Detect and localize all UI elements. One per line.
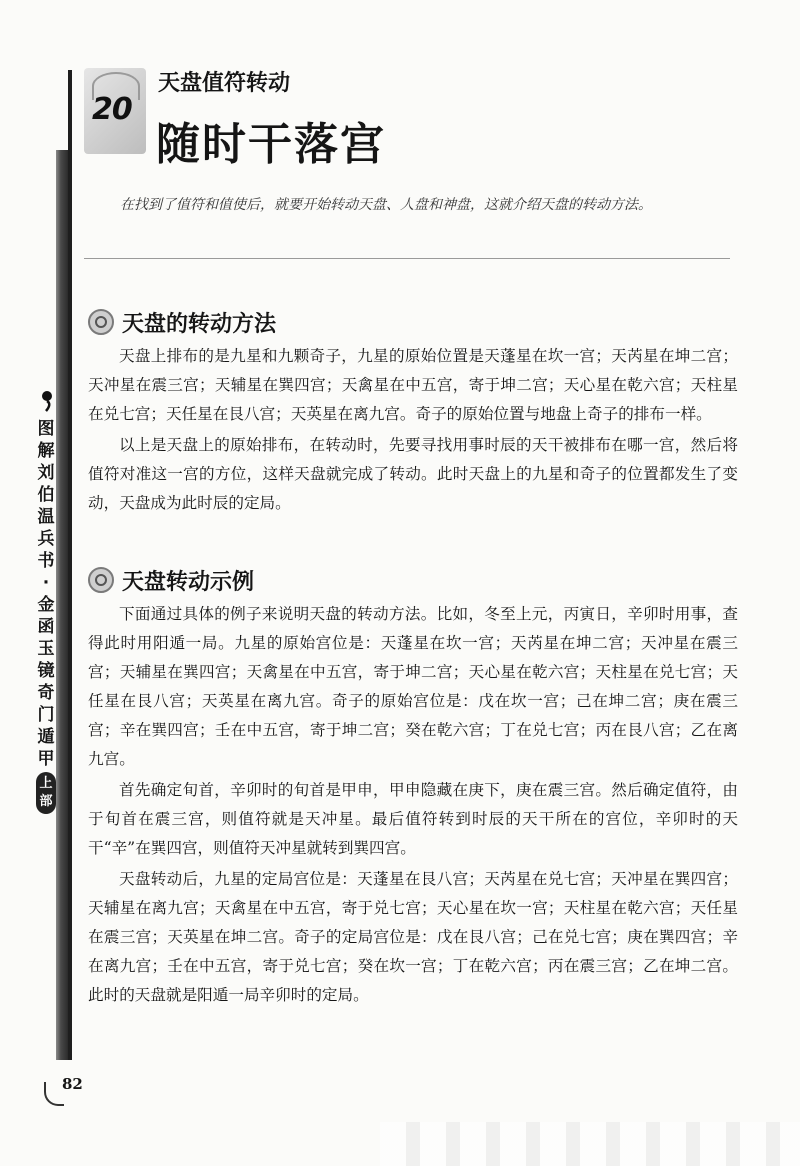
intro-divider	[84, 258, 730, 259]
paragraph: 天盘上排布的是九星和九颗奇子，九星的原始位置是天蓬星在坎一宫；天芮星在坤二宫；天冲星在震三宫；天辅星在巽四宫；天禽星在中五宫，寄于坤二宫；天心星在乾六宫；天柱星在兑七宫；天任星在艮八宫；天英星在离九宫。奇子的原始位置与地盘上奇子的排布一样。	[88, 347, 738, 423]
paragraph: 下面通过具体的例子来说明天盘的转动方法。比如，冬至上元，丙寅日，辛卯时用事，查得此时用阳遁一局。九星的原始宫位是：天蓬星在坎一宫；天芮星在坤二宫；天冲星在震三宫；天辅星在巽四宫；天禽星在中五宫，寄于坤二宫；天心星在乾六宫；天柱星在兑七宫；天任星在艮八宫；天英星在离九宫。奇子的原始宫位是：戊在坎一宫；己在坤二宫；庚在震三宫；辛在巽四宫；壬在中五宫，寄于坤二宫；癸在乾六宫；丁在兑七宫；丙在艮八宫；乙在离九宫。	[88, 605, 738, 768]
section-bullet-icon	[88, 567, 114, 593]
paragraph: 天盘转动后，九星的定局宫位是：天蓬星在艮八宫；天芮星在兑七宫；天冲星在巽四宫；天辅星在离九宫；天禽星在中五宫，寄于兑七宫；天心星在坎一宫；天柱星在乾六宫；天任星在震三宫；天英星在坤二宫。奇子的定局宫位是：戊在艮八宫；己在兑七宫；庚在巽四宫；辛在离九宫；壬在中五宫，寄于兑七宫；癸在坎一宫；丁在乾六宫；丙在震三宫；乙在坤二宫。此时的天盘就是阳遁一局辛卯时的定局。	[88, 870, 738, 1004]
chapter-subtitle: 天盘值符转动	[158, 71, 291, 96]
section-rotation-example	[88, 560, 738, 1012]
paragraph: 首先确定旬首，辛卯时的旬首是甲申，甲申隐藏在庚下，庚在震三宫。然后确定值符，由于旬首在震三宫，则值符就是天冲星。最后值符转到时辰的天干所在的宫位，辛卯时的天干“辛”在巽四宫，则值符天冲星就转到巽四宫。	[88, 781, 738, 857]
yin-yang-icon	[40, 390, 54, 412]
side-part-badge: 上部	[36, 772, 56, 814]
section-heading	[88, 302, 738, 342]
side-book-title	[36, 418, 56, 814]
chapter-number: 20	[92, 92, 132, 127]
page-edge-shadow	[56, 150, 68, 1060]
section-title: 天盘的转动方法	[122, 311, 277, 337]
intro-paragraph: 在找到了值符和值使后，就要开始转动天盘、人盘和神盘，这就介绍天盘的转动方法。	[120, 197, 652, 213]
section-rotation-method	[88, 302, 738, 520]
page-number: 82	[62, 1075, 83, 1093]
paragraph: 以上是天盘上的原始排布，在转动时，先要寻找用事时辰的天干被排布在哪一宫，然后将值符对准这一宫的方位，这样天盘就完成了转动。此时天盘上的九星和奇子的位置都发生了变动，天盘成为此时辰的定局。	[88, 436, 738, 512]
scan-artifact	[380, 1122, 800, 1166]
side-book-title-text: 图解刘伯温兵书·金函玉镜奇门遁甲	[37, 419, 55, 769]
section-bullet-icon	[88, 309, 114, 335]
margin-rule	[68, 70, 72, 1060]
section-heading	[88, 560, 738, 600]
page-curl-icon	[44, 1082, 64, 1106]
section-title: 天盘转动示例	[122, 569, 255, 595]
chapter-title: 随时干落宫	[156, 119, 386, 170]
